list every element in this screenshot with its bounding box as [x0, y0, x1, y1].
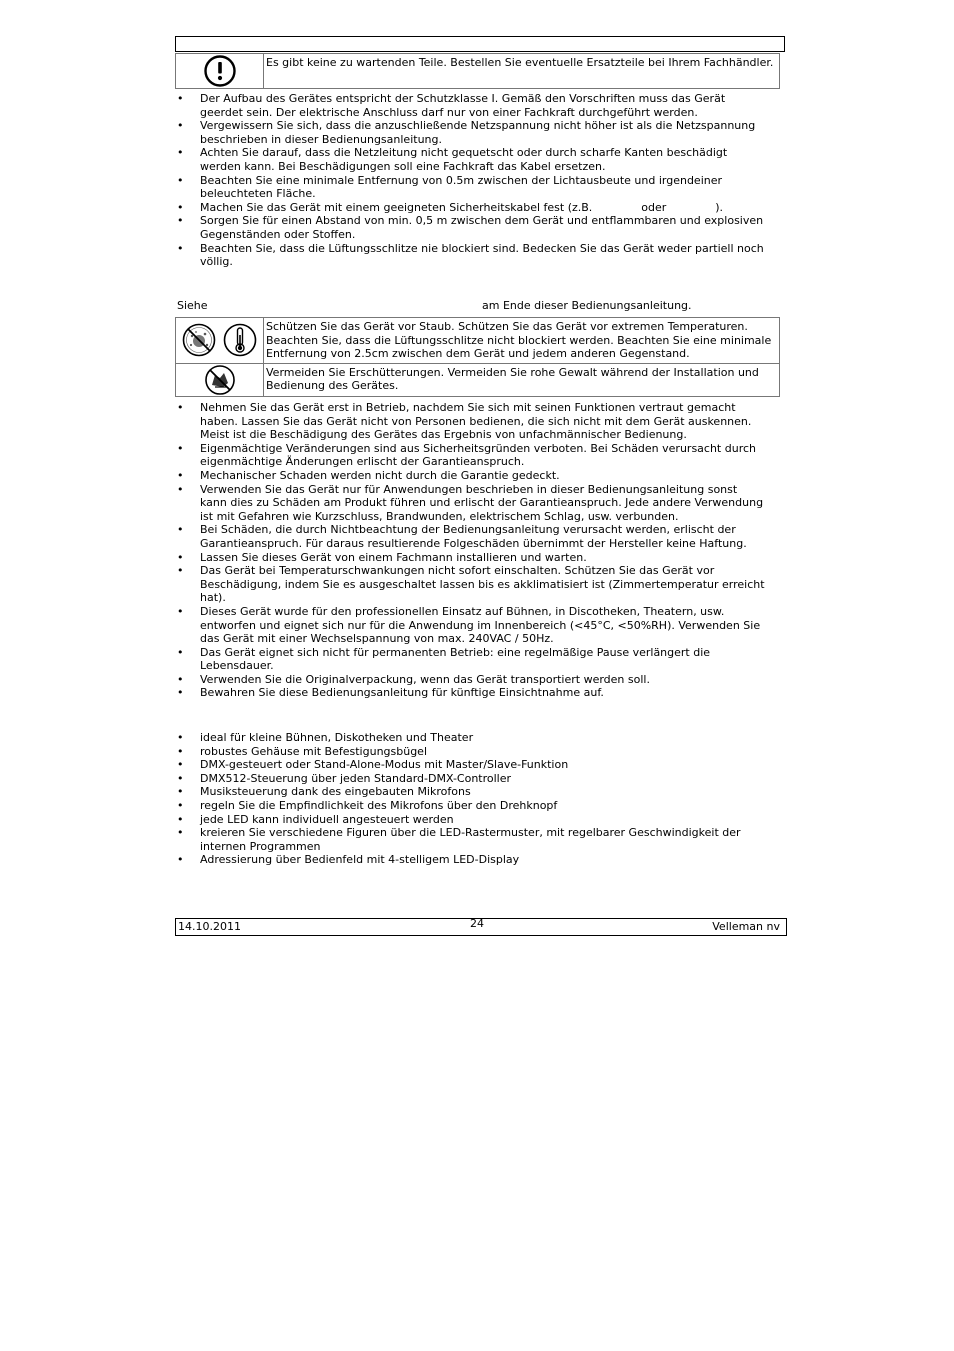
notice-text: Es gibt keine zu wartenden Teile. Bestellen Sie eventuelle Ersatzteile bei Ihrem Fachhändler.	[264, 54, 780, 89]
list-item: • Das Gerät bei Temperaturschwankungen nicht sofort einschalten. Schützen Sie das Gerät vor Beschädigung, indem Sie es ausgeschaltet lassen bis es akklimatisiert ist (Zimmertemperatur erreicht hat).	[177, 564, 767, 605]
list-item: • Verwenden Sie die Originalverpackung, wenn das Gerät transportiert werden soll.	[177, 673, 767, 687]
footer-company: Velleman nv	[712, 920, 780, 933]
guideline-bullet-list	[177, 401, 767, 700]
list-item: • Beachten Sie, dass die Lüftungsschlitze nie blockiert sind. Bedecken Sie das Gerät weder partiell noch völlig.	[177, 242, 767, 269]
guideline-text-1: Schützen Sie das Gerät vor Staub. Schützen Sie das Gerät vor extremen Temperaturen. Beachten Sie, dass die Lüftungsschlitze nicht blockiert werden. Beachten Sie eine minimale Entfernung von 2.5cm zwischen dem Gerät und jedem anderen Gegenstand.	[264, 318, 780, 364]
list-item: • Vergewissern Sie sich, dass die anzuschließende Netzspannung nicht höher ist als die Netzspannung beschrieben in dieser Bedienungsanleitung.	[177, 119, 767, 146]
list-item: • Dieses Gerät wurde für den professionellen Einsatz auf Bühnen, in Discotheken, Theatern, usw. entworfen und eignet sich nur für die Anwendung im Innenbereich (<45°C, <50%RH). Verwenden Sie das Gerät mit einer Wechselspannung von max. 240VAC / 50Hz.	[177, 605, 767, 646]
list-item: • Achten Sie darauf, dass die Netzleitung nicht gequetscht oder durch scharfe Kanten beschädigt werden kann. Bei Beschädigungen soll eine Fachkraft das Kabel ersetzen.	[177, 146, 767, 173]
list-item: • DMX-gesteuert oder Stand-Alone-Modus mit Master/Slave-Funktion	[177, 758, 767, 772]
list-item: • robustes Gehäuse mit Befestigungsbügel	[177, 745, 767, 759]
guideline-table	[175, 317, 780, 397]
list-item: • Der Aufbau des Gerätes entspricht der Schutzklasse I. Gemäß den Vorschriften muss das Gerät geerdet sein. Der elektrische Anschluss darf nur von einer Fachkraft durchgeführt werden.	[177, 92, 767, 119]
list-item: • Verwenden Sie das Gerät nur für Anwendungen beschrieben in dieser Bedienungsanleitung sonst kann dies zu Schäden am Produkt führen und erlischt der Garantieanspruch. Jede andere Verwendung ist mit Gefahren wie Kurzschluss, Brandwunden, elektrischem Schlag, usw. verbunden.	[177, 483, 767, 524]
siehe-left: Siehe	[177, 299, 208, 312]
list-item: • Adressierung über Bedienfeld mit 4-stelligem LED-Display	[177, 853, 767, 867]
list-item: • Lassen Sie dieses Gerät von einem Fachmann installieren und warten.	[177, 551, 767, 565]
list-item: • Musiksteuerung dank des eingebauten Mikrofons	[177, 785, 767, 799]
notice-table	[175, 53, 780, 89]
footer-bar	[175, 918, 787, 936]
guideline-text-2: Vermeiden Sie Erschütterungen. Vermeiden Sie rohe Gewalt während der Installation und Bedienung des Gerätes.	[264, 363, 780, 396]
list-item: • Sorgen Sie für einen Abstand von min. 0,5 m zwischen dem Gerät und entflammbaren und explosiven Gegenständen oder Stoffen.	[177, 214, 767, 241]
exclamation-icon	[202, 54, 238, 88]
siehe-right: am Ende dieser Bedienungsanleitung.	[482, 299, 692, 312]
notice-icon-cell	[176, 54, 264, 89]
list-item: • Eigenmächtige Veränderungen sind aus Sicherheitsgründen verboten. Bei Schäden verursacht durch eigenmächtige Änderungen erlischt der Garantieanspruch.	[177, 442, 767, 469]
list-item: • Machen Sie das Gerät mit einem geeigneten Sicherheitskabel fest (z.B. oder ).	[177, 201, 767, 215]
no-shock-icon	[203, 364, 237, 396]
dust-and-temperature-icons	[180, 322, 260, 358]
list-item: • Bei Schäden, die durch Nichtbeachtung der Bedienungsanleitung verursacht werden, erlischt der Garantieanspruch. Für daraus resultierende Folgeschäden übernimmt der Hersteller keine Haftung.	[177, 523, 767, 550]
footer-date: 14.10.2011	[178, 920, 241, 933]
list-item: • Nehmen Sie das Gerät erst in Betrieb, nachdem Sie sich mit seinen Funktionen vertraut gemacht haben. Lassen Sie das Gerät nicht von Personen bedienen, die sich nicht mit dem Gerät auskennen. Meist ist die Beschädigung des Gerätes das Ergebnis von unfachmännischer Bedienung.	[177, 401, 767, 442]
feature-bullet-list	[177, 731, 767, 867]
header-bar	[175, 36, 785, 52]
list-item: • Mechanischer Schaden werden nicht durch die Garantie gedeckt.	[177, 469, 767, 483]
list-item: • Beachten Sie eine minimale Entfernung von 0.5m zwischen der Lichtausbeute und irgendeiner beleuchteten Fläche.	[177, 174, 767, 201]
list-item: • ideal für kleine Bühnen, Diskotheken und Theater	[177, 731, 767, 745]
list-item: • DMX512-Steuerung über jeden Standard-DMX-Controller	[177, 772, 767, 786]
footer-page-number: 24	[470, 917, 484, 930]
list-item: • regeln Sie die Empfindlichkeit des Mikrofons über den Drehknopf	[177, 799, 767, 813]
guideline-icon-cell-1	[176, 318, 264, 364]
list-item: • jede LED kann individuell angesteuert werden	[177, 813, 767, 827]
thermometer-icon	[224, 325, 255, 356]
no-dust-icon	[183, 325, 214, 356]
safety-bullet-list	[177, 92, 767, 269]
list-item: • kreieren Sie verschiedene Figuren über die LED-Rastermuster, mit regelbarer Geschwindigkeit der internen Programmen	[177, 826, 767, 853]
list-item: • Das Gerät eignet sich nicht für permanenten Betrieb: eine regelmäßige Pause verlängert die Lebensdauer.	[177, 646, 767, 673]
list-item: • Bewahren Sie diese Bedienungsanleitung für künftige Einsichtnahme auf.	[177, 686, 767, 700]
guideline-icon-cell-2	[176, 363, 264, 396]
